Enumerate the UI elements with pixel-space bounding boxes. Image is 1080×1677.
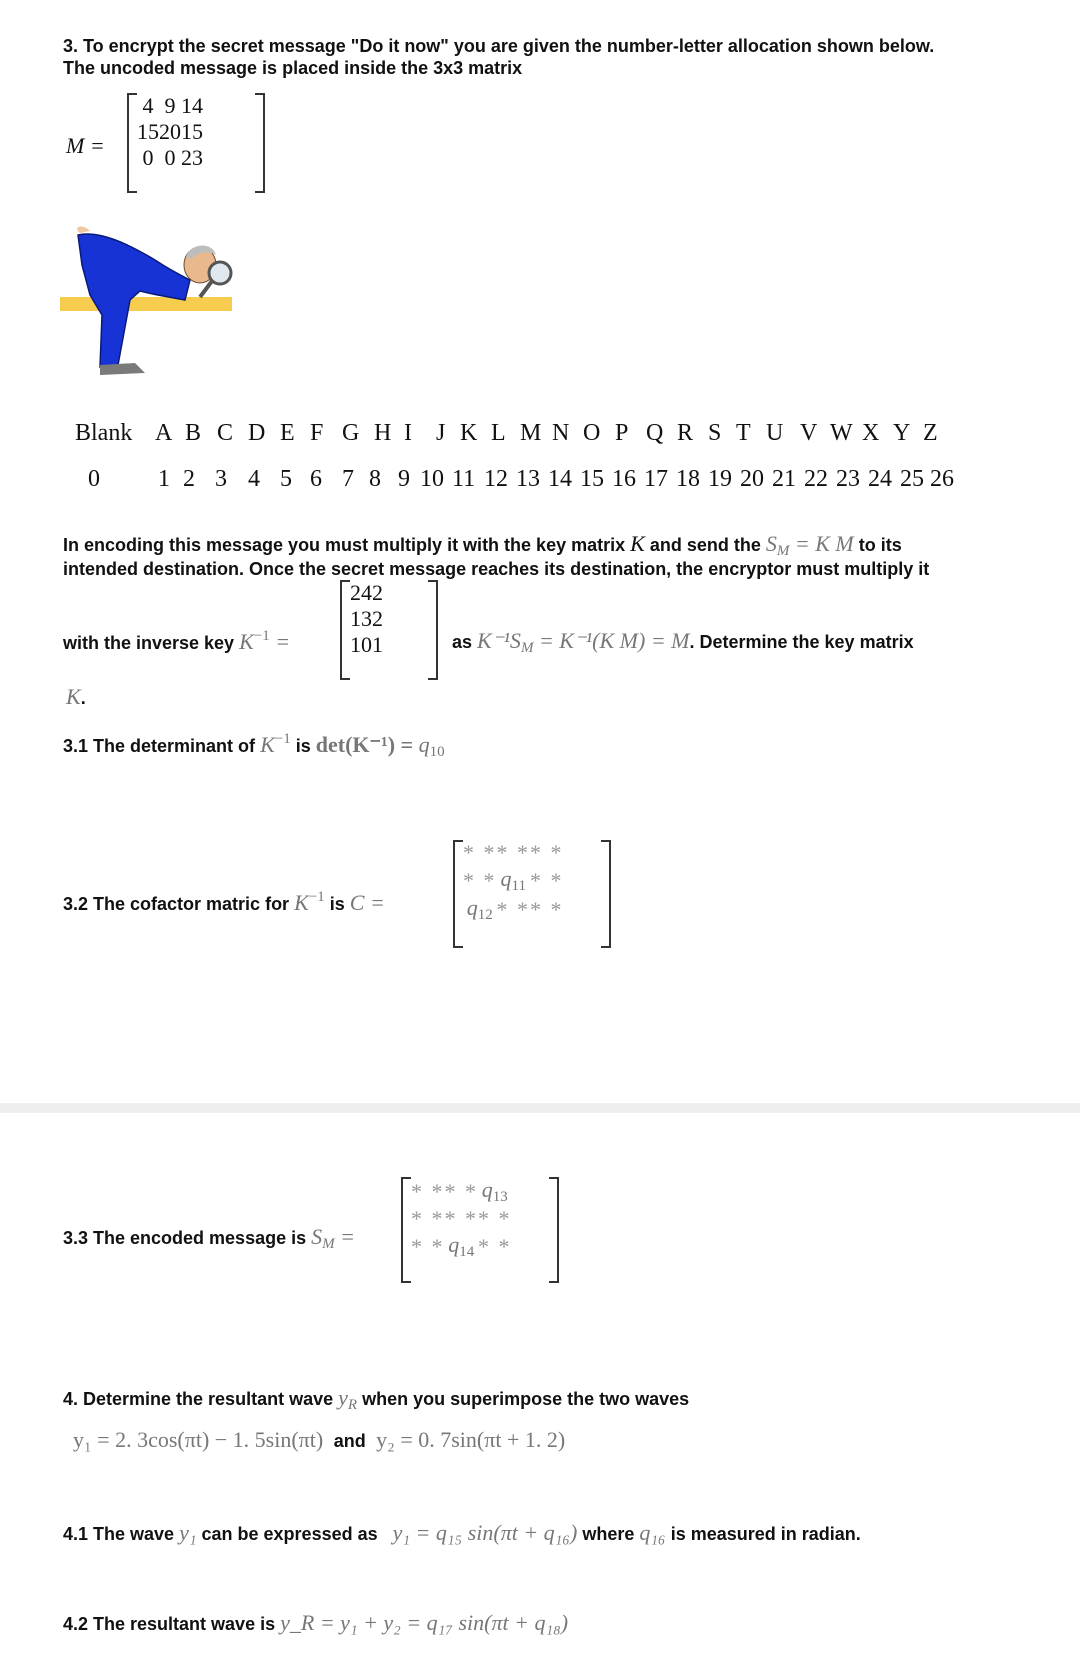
matrix-m-label: M = xyxy=(66,133,105,158)
matrix-m-cell: 15 xyxy=(181,119,203,144)
alphabet-number: 12 xyxy=(484,466,508,492)
alphabet-number: 23 xyxy=(836,466,860,492)
matrix-k-inverse-cell: 1 xyxy=(350,606,361,631)
q32-eq: C = xyxy=(349,890,385,915)
matrix-cofactor-row xyxy=(463,895,564,924)
alphabet-number: 2 xyxy=(183,466,195,492)
para1-text-b: and send the xyxy=(649,535,761,555)
matrix-encoded-cell: * * xyxy=(411,1206,445,1231)
q4-title xyxy=(63,1385,689,1414)
q41-text-b: can be expressed as xyxy=(201,1524,378,1544)
alphabet-number: 11 xyxy=(452,466,476,492)
alphabet-number: 5 xyxy=(280,466,292,492)
matrix-k-inverse xyxy=(340,580,438,680)
detective-illustration xyxy=(60,225,240,390)
q4-title-y: y xyxy=(338,1385,348,1410)
alphabet-number: 9 xyxy=(398,466,410,492)
matrix-k-inverse-cell: 2 xyxy=(350,580,361,605)
matrix-m-cell: 9 xyxy=(164,93,176,118)
matrix-m-cell: 4 xyxy=(142,93,154,118)
matrix-cofactor-cell: * * xyxy=(530,840,564,865)
matrix-k-inverse-cell: 1 xyxy=(372,632,383,657)
alphabet-letter: A xyxy=(155,420,173,446)
inverse-sup: −1 xyxy=(253,628,270,644)
matrix-k-inverse-row xyxy=(350,580,383,606)
q41-text-c: where xyxy=(582,1524,635,1544)
q41-y: y₁ xyxy=(179,1520,197,1545)
matrix-m-row xyxy=(137,93,203,119)
q4-title-b: when you superimpose the two waves xyxy=(362,1389,690,1409)
alphabet-number: 17 xyxy=(644,466,668,492)
matrix-encoded-cell: q13 xyxy=(481,1177,508,1205)
alphabet-number: 16 xyxy=(612,466,636,492)
alphabet-number: 19 xyxy=(708,466,732,492)
alphabet-letter: O xyxy=(583,420,601,446)
q4-title-a: 4. Determine the resultant wave xyxy=(63,1389,334,1409)
matrix-k-inverse-cell: 0 xyxy=(361,632,372,657)
alphabet-number: 15 xyxy=(580,466,604,492)
matrix-m-cell: 23 xyxy=(181,145,203,170)
alphabet-number: 0 xyxy=(88,466,100,492)
matrix-encoded-cell: q14 xyxy=(448,1232,475,1260)
matrix-cofactor-cell: * * xyxy=(463,840,497,865)
inverse-eq-rest: = K⁻¹(K M) = M xyxy=(538,628,690,653)
q31-text-a: 3.1 The determinant of xyxy=(63,736,256,756)
inverse-eq-sub: M xyxy=(520,640,534,656)
matrix-cofactor-cell: q11 xyxy=(500,866,526,894)
alphabet-letter: F xyxy=(310,420,324,446)
alphabet-number: 13 xyxy=(516,466,540,492)
alphabet-letter: V xyxy=(800,420,818,446)
q41-line xyxy=(63,1520,861,1546)
matrix-k-inverse-cell: 3 xyxy=(361,606,372,631)
q31-text-b: is xyxy=(295,736,311,756)
matrix-encoded-cell: * * xyxy=(411,1178,445,1204)
inverse-as: as xyxy=(452,632,473,652)
q31-q: q xyxy=(418,732,430,757)
matrix-encoded-cell: * * xyxy=(444,1206,478,1231)
alphabet-letter: S xyxy=(708,420,722,446)
alphabet-letter: U xyxy=(766,420,784,446)
k-line xyxy=(66,684,86,710)
alphabet-letter: N xyxy=(552,420,570,446)
alphabet-letter: W xyxy=(830,420,853,446)
alphabet-number: 24 xyxy=(868,466,892,492)
q31-eq: det(K⁻¹) = xyxy=(315,732,419,757)
matrix-encoded xyxy=(401,1177,559,1283)
matrix-m-cell: 0 xyxy=(142,145,154,170)
alphabet-letter: M xyxy=(520,420,542,446)
alphabet-number: 26 xyxy=(930,466,954,492)
q42-line xyxy=(63,1610,568,1636)
alphabet-number: 22 xyxy=(804,466,828,492)
matrix-k-inverse-cell: 1 xyxy=(350,632,361,657)
alphabet-letter: G xyxy=(342,420,360,446)
alphabet-letter: B xyxy=(185,420,202,446)
matrix-encoded-row xyxy=(411,1177,512,1206)
alphabet-number: 18 xyxy=(676,466,700,492)
k-line-dot: . xyxy=(80,688,86,708)
alphabet-letter: Y xyxy=(893,420,911,446)
matrix-encoded-cell: * * xyxy=(478,1233,512,1259)
q42-text-a: 4.2 The resultant wave is xyxy=(63,1614,276,1634)
alphabet-letter: P xyxy=(615,420,629,446)
inverse-lead-text: with the inverse key xyxy=(63,633,235,653)
alphabet-number: 8 xyxy=(369,466,381,492)
q4-equations xyxy=(73,1427,565,1453)
para1-eq-rest: = K M xyxy=(794,531,854,556)
q33-eq-sign: = xyxy=(340,1224,355,1249)
para1-sm-sub: M xyxy=(776,543,790,559)
q41-q: q₁₆ xyxy=(639,1520,666,1545)
para1-sm: S xyxy=(765,531,777,556)
alphabet-number: 20 xyxy=(740,466,764,492)
alphabet-number: 4 xyxy=(248,466,260,492)
q32-text-a: 3.2 The cofactor matric for xyxy=(63,894,290,914)
matrix-cofactor-row xyxy=(463,840,564,866)
q41-text-a: 4.1 The wave xyxy=(63,1524,175,1544)
q42-eq: y_R = y₁ + y₂ = q₁₇ sin(πt + q₁₈) xyxy=(280,1610,569,1635)
q32-line: 3.2 The cofactor matric for $K^{-1}$ is C = xyxy=(63,889,385,915)
alphabet-letter: L xyxy=(491,420,506,446)
matrix-k-inverse-cell: 2 xyxy=(372,606,383,631)
matrix-cofactor-row xyxy=(463,866,564,895)
inverse-tail: . Determine the key matrix xyxy=(689,632,914,652)
alphabet-number: 21 xyxy=(772,466,796,492)
matrix-cofactor-cell: * * xyxy=(496,896,530,922)
matrix-cofactor-cell: * * xyxy=(463,867,497,893)
matrix-cofactor xyxy=(453,840,611,948)
alphabet-number: 7 xyxy=(342,466,354,492)
alphabet-number: 1 xyxy=(158,466,170,492)
alphabet-letter: X xyxy=(862,420,880,446)
alphabet-letter: Blank xyxy=(75,420,133,446)
alphabet-letter: J xyxy=(436,420,446,446)
matrix-cofactor-cell: * * xyxy=(530,896,564,922)
alphabet-letter: H xyxy=(374,420,392,446)
matrix-k-inverse-cell: 2 xyxy=(372,580,383,605)
para1-text-a: In encoding this message you must multiply it with the key matrix xyxy=(63,535,626,555)
alphabet-number: 10 xyxy=(420,466,444,492)
matrix-m-cell: 0 xyxy=(164,145,176,170)
matrix-m-row xyxy=(137,145,203,171)
matrix-encoded-cell: * * xyxy=(444,1178,478,1204)
alphabet-letter: I xyxy=(404,420,412,446)
matrix-cofactor-cell: q12 xyxy=(466,895,493,923)
q33-sm-sub: M xyxy=(322,1236,335,1252)
alphabet-letter: R xyxy=(677,420,694,446)
q31-line: 3.1 The determinant of $K^{-1}$ is $\det(K^{-1}) = q_{10}$ xyxy=(63,731,445,760)
matrix-m-cell: 14 xyxy=(181,93,203,118)
matrix-m-cell: 15 xyxy=(137,119,159,144)
matrix-encoded-cell: * * xyxy=(478,1206,512,1231)
q41-text-d: is measured in radian. xyxy=(670,1524,861,1544)
para1-k: K xyxy=(630,531,645,556)
alphabet-letter: Z xyxy=(923,420,938,446)
q33-line xyxy=(63,1224,355,1253)
k-line-symbol: K xyxy=(66,684,81,709)
alphabet-letter: E xyxy=(280,420,295,446)
matrix-k-inverse-cell: 4 xyxy=(361,580,372,605)
matrix-k-inverse-row xyxy=(350,606,383,632)
q3-title-line2: The uncoded message is placed inside the 3x3 matrix xyxy=(63,58,523,78)
alphabet-letter: Q xyxy=(646,420,664,446)
q33-sm: S xyxy=(311,1224,323,1249)
q4-title-ysub: R xyxy=(347,1397,358,1413)
inverse-eq: K⁻¹S xyxy=(477,628,521,653)
alphabet-number: 14 xyxy=(548,466,572,492)
matrix-cofactor-cell: * * xyxy=(496,840,530,865)
q41-eq: y₁ = q₁₅ sin(πt + q₁₆) xyxy=(392,1520,578,1545)
q31-q-sub: 10 xyxy=(429,744,445,760)
q4-and: and xyxy=(333,1431,366,1451)
matrix-m-cell: 20 xyxy=(159,119,181,144)
inverse-label: K xyxy=(239,629,254,654)
inverse-key-lead: with the inverse key $K^{-1}$ = xyxy=(63,628,291,654)
matrix-encoded-cell: * * xyxy=(411,1233,445,1259)
matrix-k-inverse-row xyxy=(350,632,383,658)
q3-paragraph-line2: intended destination. Once the secret message reaches its destination, the encryptor must multiply it xyxy=(63,559,930,579)
matrix-m-row xyxy=(137,119,203,145)
matrix-encoded-row xyxy=(411,1232,512,1261)
alphabet-letter: K xyxy=(460,420,478,446)
alphabet-letter: T xyxy=(736,420,751,446)
q33-text-a: 3.3 The encoded message is xyxy=(63,1228,307,1248)
page-gap xyxy=(0,1103,1080,1113)
alphabet-number: 3 xyxy=(215,466,227,492)
q4-eq2: y₂ = 0. 7sin(πt + 1. 2) xyxy=(376,1427,566,1452)
q32-text-b: is xyxy=(329,894,345,914)
q4-eq1: y₁ = 2. 3cos(πt) − 1. 5sin(πt) xyxy=(73,1427,324,1452)
matrix-cofactor-cell: * * xyxy=(530,867,564,893)
alphabet-letter: D xyxy=(248,420,266,446)
q3-title-line1: 3. To encrypt the secret message "Do it now" you are given the number-letter allocation shown below. xyxy=(63,36,935,56)
alphabet-number: 6 xyxy=(310,466,322,492)
alphabet-number: 25 xyxy=(900,466,924,492)
inverse-key-tail xyxy=(452,628,914,657)
alphabet-letter: C xyxy=(217,420,234,446)
matrix-encoded-row xyxy=(411,1206,512,1232)
para1-text-c: to its xyxy=(858,535,902,555)
q3-paragraph-line1 xyxy=(63,531,902,560)
matrix-m xyxy=(127,93,265,193)
